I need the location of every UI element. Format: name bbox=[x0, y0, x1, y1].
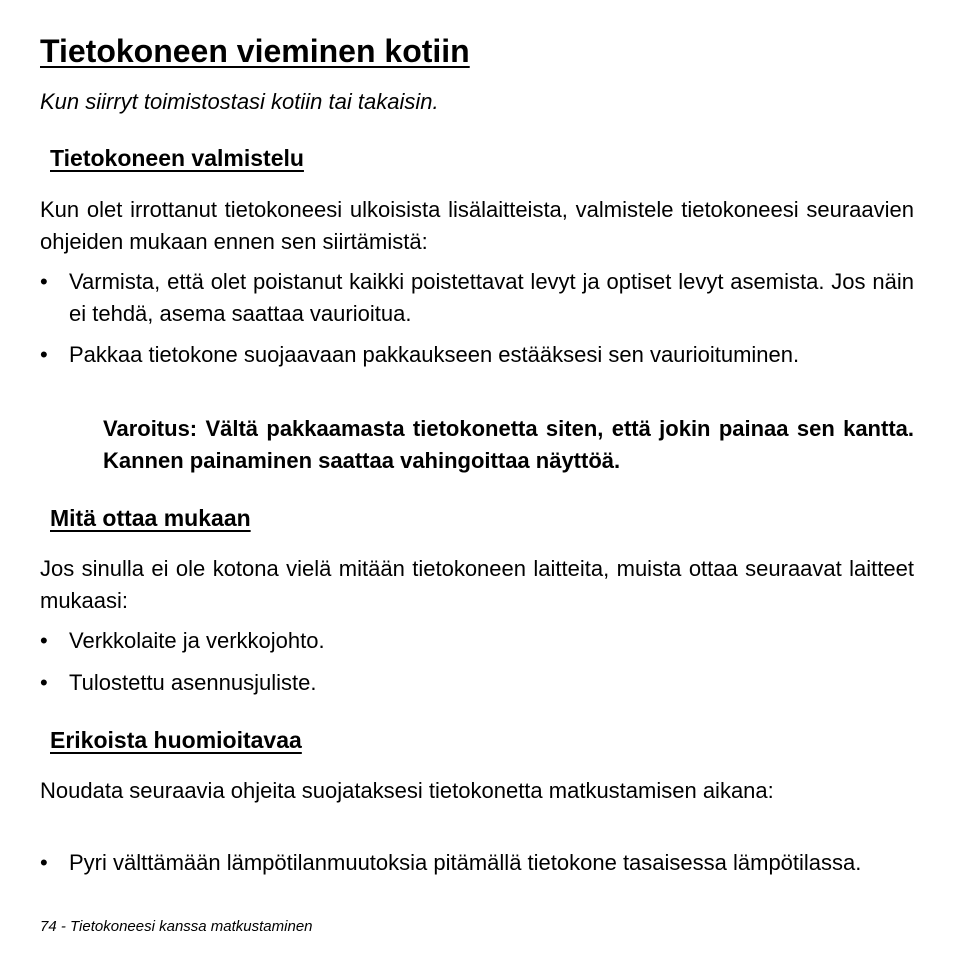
page-subtitle: Kun siirryt toimistostasi kotiin tai takaisin. bbox=[40, 89, 439, 114]
section-heading-preparation: Tietokoneen valmistelu bbox=[50, 145, 304, 171]
section-intro-special-considerations: Noudata seuraavia ohjeita suojataksesi tietokonetta matkustamisen aikana: bbox=[40, 778, 774, 803]
list-item bbox=[40, 667, 914, 699]
list-item bbox=[40, 847, 914, 879]
list-item-text: Varmista, että olet poistanut kaikki poistettavat levyt ja optiset levyt asemista. Jos näin ei tehdä, asema saattaa vaurioitua. bbox=[69, 269, 914, 326]
section-intro-preparation: Kun olet irrottanut tietokoneesi ulkoisista lisälaitteista, valmistele tietokoneesi seuraavien ohjeiden mukaan ennen sen siirtämistä: bbox=[40, 197, 914, 254]
list-item bbox=[40, 339, 914, 371]
bullet-icon: • bbox=[40, 850, 48, 875]
bullet-icon: • bbox=[40, 670, 48, 695]
section-intro-what-to-take: Jos sinulla ei ole kotona vielä mitään tietokoneen laitteita, muista ottaa seuraavat laitteet mukaasi: bbox=[40, 556, 914, 613]
list-item-text: Tulostettu asennusjuliste. bbox=[69, 670, 317, 695]
list-item-text: Pakkaa tietokone suojaavaan pakkaukseen estääksesi sen vaurioituminen. bbox=[69, 342, 800, 367]
list-item bbox=[40, 625, 914, 657]
page-title: Tietokoneen vieminen kotiin bbox=[40, 33, 470, 69]
warning-note: Varoitus: Vältä pakkaamasta tietokonetta siten, että jokin painaa sen kantta. Kannen painaminen saattaa vahingoittaa näyttöä. bbox=[103, 416, 914, 473]
page-footer: 74 - Tietokoneesi kanssa matkustaminen bbox=[40, 918, 313, 935]
list-item bbox=[40, 266, 914, 330]
list-item-text: Pyri välttämään lämpötilanmuutoksia pitämällä tietokone tasaisessa lämpötilassa. bbox=[69, 850, 862, 875]
bullet-icon: • bbox=[40, 269, 48, 294]
bullet-icon: • bbox=[40, 628, 48, 653]
bullet-icon: • bbox=[40, 342, 48, 367]
section-heading-special-considerations: Erikoista huomioitavaa bbox=[50, 727, 302, 753]
list-item-text: Verkkolaite ja verkkojohto. bbox=[69, 628, 325, 653]
section-heading-what-to-take: Mitä ottaa mukaan bbox=[50, 505, 251, 531]
